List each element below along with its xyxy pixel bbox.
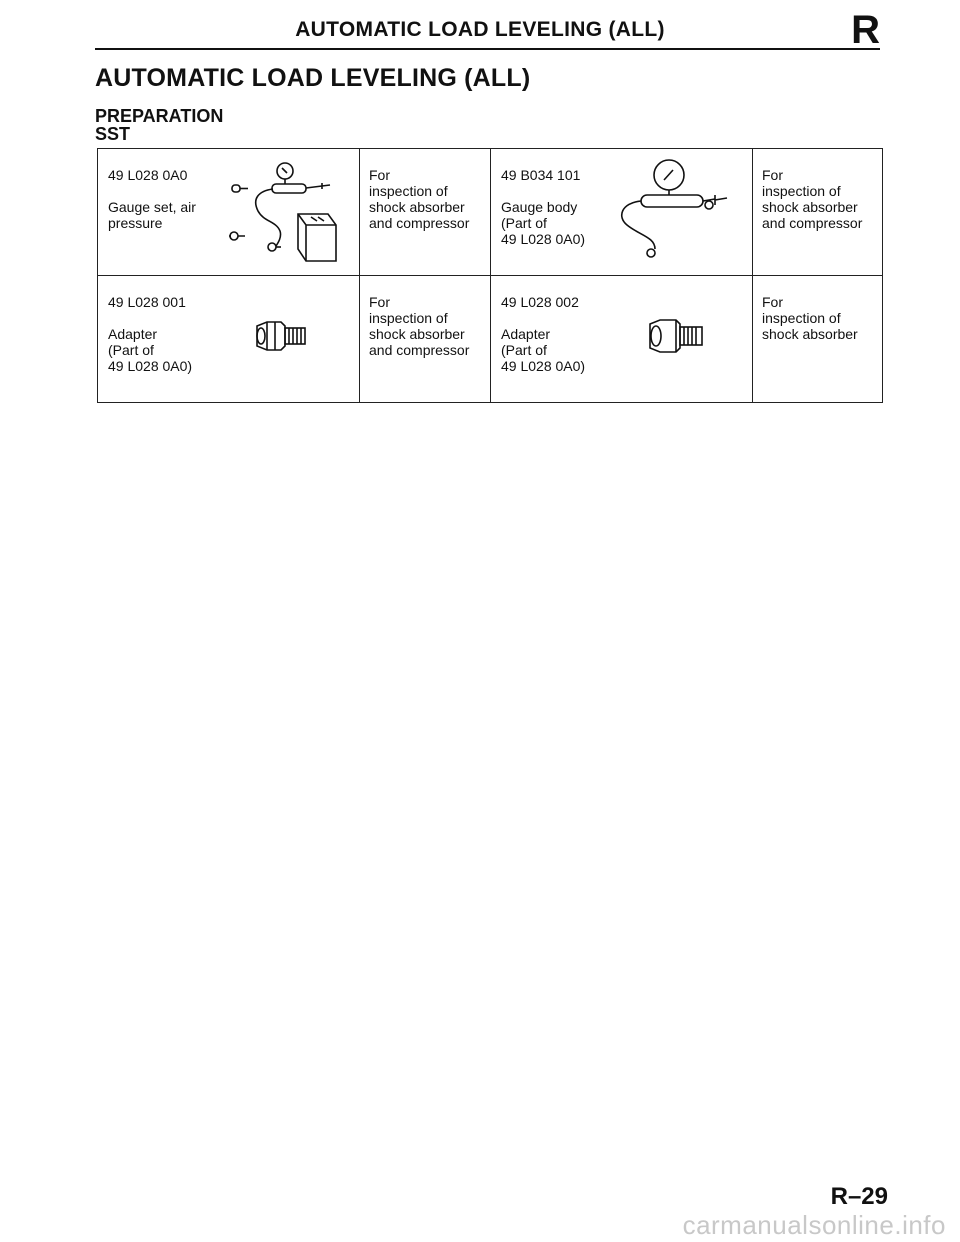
tool-cell [98,149,360,276]
tool-name-line: 49 L028 0A0) [501,358,586,374]
tool-name-line: 49 L028 0A0) [108,358,193,374]
purpose-line: shock absorber [369,326,465,342]
purpose-cell [360,276,491,403]
tool-name-line: Gauge body [501,199,578,215]
sst-table [97,148,883,403]
tool-name-line: pressure [108,215,163,231]
page-number: R–29 [830,1183,888,1210]
purpose-line: For [762,167,783,183]
purpose-line: inspection of [762,183,841,199]
subheading-sst: SST [95,124,131,144]
tool-cell [98,276,360,403]
purpose-cell [360,149,491,276]
header-rule [95,48,880,50]
tool-cell [491,276,753,403]
purpose-cell [753,149,883,276]
tool-number: 49 L028 002 [501,294,579,310]
tool-name-line: Gauge set, air [108,199,196,215]
tool-number: 49 L028 0A0 [108,167,188,183]
tool-name-line: Adapter [501,326,551,342]
purpose-line: and compressor [762,215,863,231]
subheading-preparation: PREPARATION [95,106,224,126]
gauge-body-illustration [611,157,751,262]
tool-name-line: Adapter [108,326,158,342]
running-header-title: AUTOMATIC LOAD LEVELING (ALL) [295,18,665,41]
tool-name-line: (Part of [501,342,547,358]
tool-number: 49 B034 101 [501,167,581,183]
purpose-line: inspection of [369,183,448,199]
gauge-set-illustration [218,159,358,264]
purpose-line: shock absorber [762,199,858,215]
tool-number: 49 L028 001 [108,294,186,310]
purpose-line: and compressor [369,342,470,358]
purpose-cell [753,276,883,403]
purpose-line: and compressor [369,215,470,231]
purpose-line: shock absorber [762,326,858,342]
table-row [98,149,883,276]
tool-name-line: (Part of [108,342,154,358]
tool-cell [491,149,753,276]
tool-name-line: (Part of [501,215,547,231]
adapter-male-illustration [253,316,313,356]
purpose-line: For [369,167,390,183]
page-title: AUTOMATIC LOAD LEVELING (ALL) [95,64,531,92]
adapter-female-illustration [646,316,708,356]
table-row [98,276,883,403]
watermark: carmanualsonline.info [682,1210,946,1240]
purpose-line: shock absorber [369,199,465,215]
purpose-line: inspection of [369,310,448,326]
purpose-line: For [762,294,783,310]
purpose-line: For [369,294,390,310]
purpose-line: inspection of [762,310,841,326]
section-letter: R [851,8,880,52]
tool-name-line: 49 L028 0A0) [501,231,586,247]
